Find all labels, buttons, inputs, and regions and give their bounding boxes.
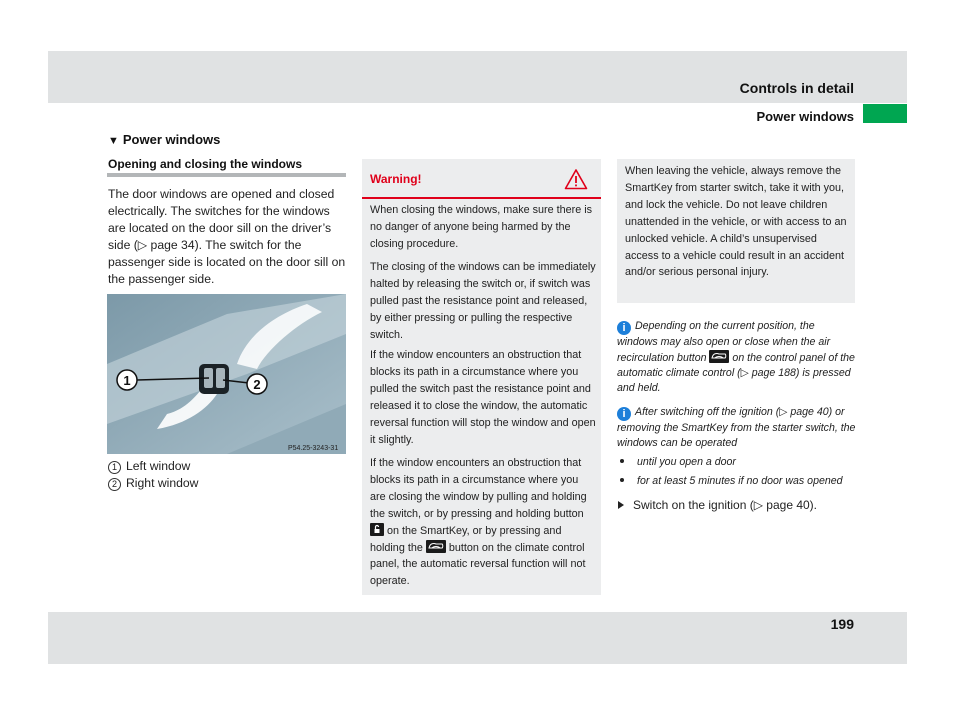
warning-triangle-icon [564, 168, 588, 190]
photo-code: P54.25-3243-31 [288, 445, 339, 452]
door-switch-photo [107, 294, 346, 454]
arrow-right-icon [618, 501, 624, 509]
smartkey-unlock-button-icon [370, 523, 384, 536]
chapter-tab-marker [863, 104, 907, 123]
air-recirculation-button-icon [709, 350, 729, 363]
bullet-icon [620, 459, 624, 463]
instruction-step: Switch on the ignition (▷ page 40). [617, 498, 817, 512]
section-title [108, 132, 220, 147]
warning-box [362, 159, 601, 595]
warning-paragraph: If the window encounters an obstruction that blocks its path in a circumstance where you pulled the switch past the resistance point and released it to close the window, the automatic reversal function will stop the window and open it slightly. [370, 349, 596, 446]
legend-item [108, 459, 190, 474]
warning-rule [362, 197, 601, 199]
body-paragraph: The door windows are opened and closed electrically. The switches for the windows are located on the door sill on the driver’s side (▷ page 34). The switch for the passenger side is located on the door sill on the passenger side. [108, 187, 346, 286]
air-recirculation-button-icon [426, 540, 446, 553]
list-item: until you open a door [617, 456, 736, 468]
legend-number: 2 [108, 478, 121, 491]
warning-paragraph: If the window encounters an obstruction that blocks its path in a circumstance where you are closing the window by pulling and holding the switch, or by pressing and holding button on the SmartKey, or by pressing and holding the button on the climate control panel, the automatic reversal function will not operate. [370, 457, 587, 588]
page-number: 199 [830, 616, 854, 632]
info-note: i Depending on the current position, the windows may also open or close when the air recirculation button on the control panel of the automatic climate control (▷ page 188) is pressed and held. [617, 320, 855, 394]
warning-paragraph: When closing the windows, make sure there is no danger of anyone being harmed by the closing procedure. [370, 204, 593, 250]
section-title-text: Power windows [122, 132, 221, 147]
info-icon: i [617, 407, 631, 421]
chapter-title: Controls in detail [739, 80, 854, 96]
legend-label: Left window [126, 459, 191, 473]
footer-band [48, 612, 907, 664]
list-item: for at least 5 minutes if no door was opened [617, 475, 843, 487]
legend-label: Right window [126, 476, 199, 490]
warning-title: Warning! [370, 172, 422, 186]
safety-info-box [617, 159, 855, 303]
subsection-rule [107, 173, 346, 177]
info-note: i After switching off the ignition (▷ page 40) or removing the SmartKey from the starter switch, the windows can be operated [617, 406, 856, 449]
info-icon: i [617, 321, 631, 335]
photo-callout-1: 1 [123, 373, 131, 388]
section-header: Power windows [756, 109, 854, 124]
safety-info-text: When leaving the vehicle, always remove the SmartKey from starter switch, take it with you, and lock the vehicle. Do not leave children unattended in the vehicle, or with access to an unlocked vehicle. A child’s unsupervised access to a vehicle could result in an accident and/or serious personal injury. [625, 165, 847, 279]
subsection-title: Opening and closing the windows [108, 157, 303, 171]
legend-item [108, 476, 198, 491]
legend-number: 1 [108, 461, 121, 474]
photo-callout-2: 2 [253, 377, 261, 392]
triangle-down-icon: ▼ [108, 135, 119, 147]
warning-paragraph: The closing of the windows can be immediately halted by releasing the switch or, if switch was pulled past the resistance point and released, by either pressing or pulling the respective switch. [370, 261, 596, 341]
bullet-icon [620, 478, 624, 482]
